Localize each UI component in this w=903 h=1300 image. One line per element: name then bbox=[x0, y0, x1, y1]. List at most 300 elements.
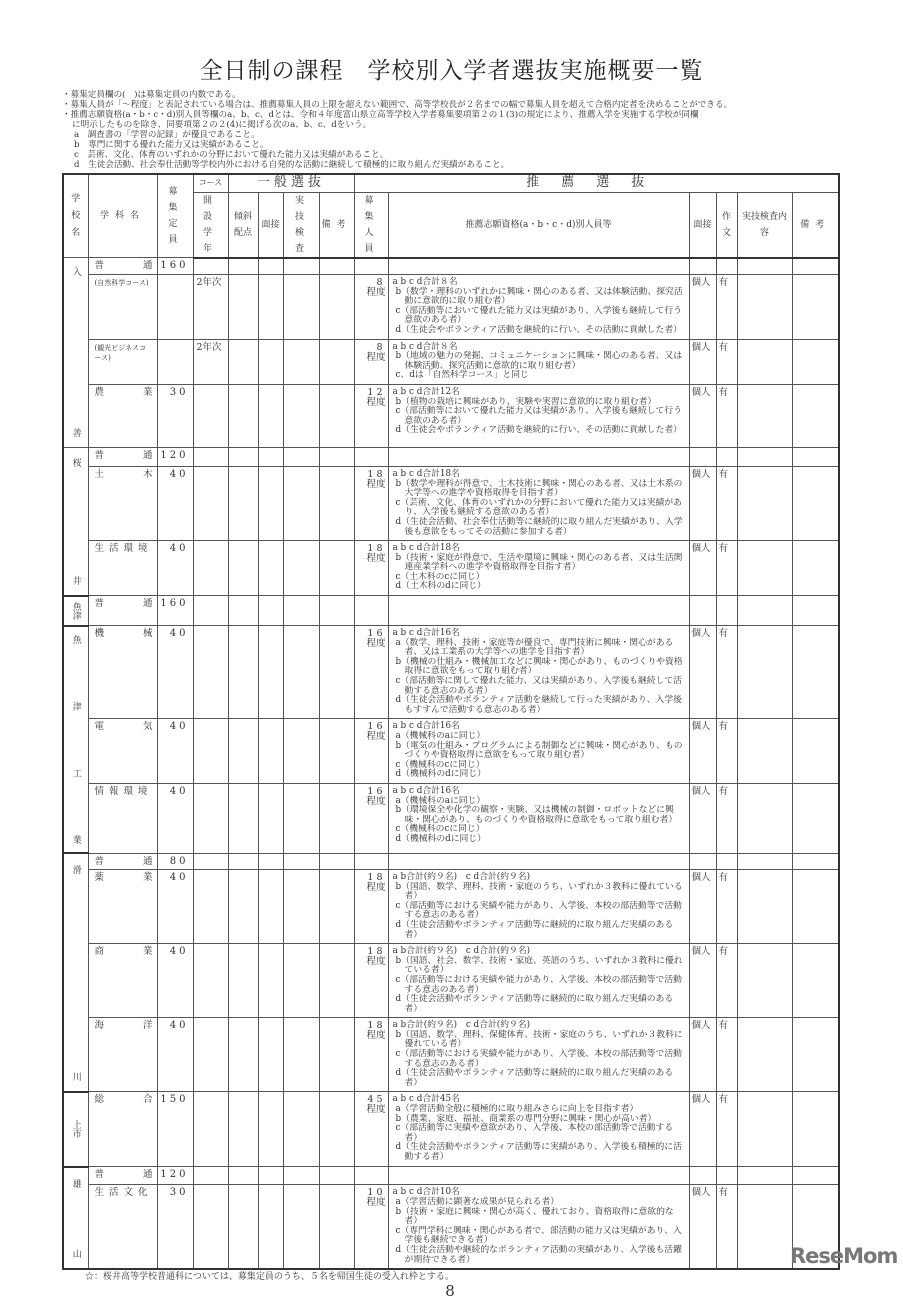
school-name-cell bbox=[63, 853, 88, 1091]
rec-essay: 有 bbox=[716, 944, 737, 1018]
general-remarks bbox=[319, 447, 354, 466]
criteria-line: c、dは「自然科学コース」と同じ bbox=[395, 370, 529, 381]
criteria-line: d（生徒会活動やボランティア活動等に継続的に取り組んだ実績のある者） bbox=[395, 994, 674, 1014]
dept-name: 生活環境 bbox=[94, 543, 153, 555]
rec-practical bbox=[737, 944, 792, 1018]
school-name: 入善 bbox=[70, 267, 81, 438]
rec-remarks bbox=[792, 626, 839, 719]
dept-name-cell bbox=[88, 258, 157, 275]
rec-practical bbox=[737, 783, 792, 853]
rec-practical bbox=[737, 384, 792, 447]
rec-quota-value: 18 bbox=[367, 946, 386, 958]
rec-practical bbox=[737, 258, 792, 275]
rec-remarks bbox=[792, 339, 839, 384]
rec-criteria bbox=[388, 626, 689, 719]
criteria-line: b（数学・理科のいずれかに興味・関心のある者、又は体験活動、探究活動に意欲的に取り組む者） bbox=[395, 286, 683, 307]
course-year bbox=[193, 626, 228, 719]
rec-interview: 個人 bbox=[689, 626, 716, 719]
rec-criteria bbox=[388, 541, 689, 596]
general-weighted bbox=[228, 944, 258, 1018]
school-name-cell bbox=[63, 1092, 88, 1167]
criteria-line: b（農業、家庭、福祉、商業系の専門分野に興味・関心が高い者） bbox=[395, 1113, 657, 1124]
note: ・推薦志願資格(a・b・c・d)別人員等欄のa、b、c、dとは、令和４年度富山県立高等学校入学者募集要項第２の１(3)の規定により、推薦入学を実施する学校が同欄 bbox=[62, 110, 699, 120]
general-remarks bbox=[319, 719, 354, 784]
rec-interview: 個人 bbox=[689, 1092, 716, 1167]
rec-remarks bbox=[792, 466, 839, 540]
dept-name-cell bbox=[88, 944, 157, 1018]
criteria-line: c（土木科のcに同じ） bbox=[395, 571, 485, 582]
general-weighted bbox=[228, 466, 258, 540]
rec-practical bbox=[737, 596, 792, 626]
rec-quota-note: 程度 bbox=[366, 396, 386, 408]
rec-practical bbox=[737, 853, 792, 869]
general-remarks bbox=[319, 384, 354, 447]
school-name-cell bbox=[63, 596, 88, 626]
criteria-line: d（生徒会活動や継続的なボランティア活動の実績があり、入学後も活躍が期待できる者） bbox=[395, 1245, 682, 1265]
rec-remarks bbox=[792, 1092, 839, 1167]
dept-name: 普通 bbox=[94, 855, 153, 867]
criteria-line: b（国語、数学、理科、保健体育、技術・家庭のうち、いずれか３教科に優れている者） bbox=[395, 1029, 683, 1050]
rec-criteria bbox=[388, 944, 689, 1018]
note: に明示したものを除き、同要項第２の２(4)に掲げる次のa、b、c、dをいう。 bbox=[72, 120, 372, 130]
dept-name: 商業 bbox=[94, 946, 153, 958]
capacity bbox=[157, 339, 193, 384]
general-interview bbox=[258, 541, 283, 596]
general-practical bbox=[283, 541, 319, 596]
table-row bbox=[63, 384, 839, 447]
rec-remarks bbox=[792, 541, 839, 596]
rec-essay: 有 bbox=[716, 1092, 737, 1167]
general-remarks bbox=[319, 1018, 354, 1092]
criteria-line: b（環境保全や化学の観察・実験、又は機械の制御・ロボットなどに興味・関心があり、ものづくりや資格取得に意欲をもって取り組む者） bbox=[395, 805, 678, 825]
rec-practical bbox=[737, 869, 792, 943]
rec-essay: 有 bbox=[716, 783, 737, 853]
page-title: 全日制の課程 学校別入学者選抜実施概要一覧 bbox=[199, 58, 704, 84]
general-practical bbox=[283, 339, 319, 384]
course-year bbox=[193, 1018, 228, 1092]
general-remarks bbox=[319, 339, 354, 384]
rec-quota-value: 18 bbox=[367, 543, 386, 555]
rec-remarks bbox=[792, 447, 839, 466]
criteria-line: c（機械科のcに同じ） bbox=[395, 824, 485, 835]
rec-interview: 個人 bbox=[689, 339, 716, 384]
dept-name-cell bbox=[88, 1018, 157, 1092]
general-weighted bbox=[228, 1185, 258, 1269]
rec-criteria bbox=[388, 258, 689, 275]
rec-criteria bbox=[388, 1018, 689, 1092]
header-rec-practical: 実技検査内容 bbox=[737, 192, 792, 258]
general-weighted bbox=[228, 1018, 258, 1092]
rec-essay: 有 bbox=[716, 1018, 737, 1092]
school-name: 桜井 bbox=[70, 457, 81, 585]
header-rec-criteria: 推薦志願資格(a・b・c・d)別人員等 bbox=[388, 192, 689, 258]
course-year bbox=[193, 719, 228, 784]
rec-interview: 個人 bbox=[689, 869, 716, 943]
rec-practical bbox=[737, 466, 792, 540]
header-rec-interview: 面接 bbox=[689, 192, 716, 258]
rec-quota-value: 16 bbox=[367, 785, 386, 797]
criteria-line: b（機械の仕組み・機械加工などに興味・関心があり、ものづくりや資格取得に意欲をもって取り組む者） bbox=[395, 656, 683, 677]
header-course-year: 開設学年 bbox=[193, 192, 228, 258]
header-rec-essay: 作文 bbox=[716, 192, 737, 258]
footer-note: ☆：桜井高等学校普通科については、募集定員のうち、５名を帰国生徒の受入れ枠とする。 bbox=[85, 1272, 454, 1283]
rec-practical bbox=[737, 1092, 792, 1167]
rec-quota bbox=[354, 783, 388, 853]
dept-name: 電気 bbox=[94, 721, 153, 733]
rec-quota-value: 10 bbox=[367, 1187, 386, 1199]
school-name: 魚津 bbox=[70, 601, 81, 620]
criteria-line: c（機械科のcに同じ） bbox=[395, 759, 485, 770]
rec-essay bbox=[716, 258, 737, 275]
rec-quota-note: 程度 bbox=[366, 1197, 386, 1209]
table-row bbox=[63, 275, 839, 340]
criteria-line: b（植物の栽培に興味があり、実験や実習に意欲的に取り組む者） bbox=[395, 396, 657, 407]
rec-practical bbox=[737, 447, 792, 466]
criteria-line: a（学習活動に顕著な成果が見られる者） bbox=[395, 1197, 560, 1208]
criteria-line: d（機械科のdに同じ） bbox=[395, 833, 486, 844]
criteria-line: d（生徒会活動、社会奉仕活動等に継続的に取り組んだ実績があり、入学後も意欲をもってその活動に参加する者） bbox=[395, 516, 683, 537]
school-name-cell bbox=[63, 447, 88, 595]
header-rec-quota: 募集人員 bbox=[354, 192, 388, 258]
rec-essay: 有 bbox=[716, 384, 737, 447]
capacity: 120 bbox=[157, 447, 193, 466]
general-practical bbox=[283, 466, 319, 540]
criteria-line: d（機械科のdに同じ） bbox=[395, 769, 486, 780]
rec-quota-note: 程度 bbox=[366, 478, 386, 490]
criteria-line: c（部活動等において優れた能力又は実績があり、入学後も継続して行う意欲のある者） bbox=[395, 406, 682, 426]
course-year bbox=[193, 258, 228, 275]
course-year bbox=[193, 541, 228, 596]
header-weighted: 傾斜配点 bbox=[228, 192, 258, 258]
rec-interview: 個人 bbox=[689, 1018, 716, 1092]
general-remarks bbox=[319, 626, 354, 719]
dept-name-cell bbox=[88, 447, 157, 466]
table-area bbox=[62, 173, 838, 1300]
general-interview bbox=[258, 1018, 283, 1092]
note: ・募集定員欄の( )は募集定員の内数である。 bbox=[62, 90, 241, 100]
rec-quota-value: 12 bbox=[367, 386, 386, 398]
general-remarks bbox=[319, 596, 354, 626]
capacity: 40 bbox=[157, 944, 193, 1018]
rec-criteria bbox=[388, 339, 689, 384]
dept-name: 農業 bbox=[94, 386, 153, 398]
criteria-line: a b c d合計16名 bbox=[392, 721, 460, 732]
capacity: 40 bbox=[157, 1018, 193, 1092]
rec-criteria bbox=[388, 1185, 689, 1269]
rec-quota bbox=[354, 596, 388, 626]
rec-quota bbox=[354, 339, 388, 384]
rec-essay bbox=[716, 853, 737, 869]
criteria-line: d（生徒会活動やボランティア活動等に継続的に取り組んだ実績のある者） bbox=[395, 1068, 674, 1088]
general-interview bbox=[258, 626, 283, 719]
criteria-line: b（技術・家庭が得意で、生活や環境に興味・関心のある者、又は生活関連産業学科への進学や資格取得を目指す者） bbox=[395, 552, 683, 573]
general-weighted bbox=[228, 541, 258, 596]
table-row bbox=[63, 1018, 839, 1092]
dept-name-cell bbox=[88, 339, 157, 384]
capacity: 120 bbox=[157, 1167, 193, 1185]
criteria-line: b（電気の仕組み・プログラムによる制御などに興味・関心があり、ものづくりや資格取得に意欲をもって取り組む者） bbox=[395, 740, 683, 761]
rec-quota bbox=[354, 719, 388, 784]
general-practical bbox=[283, 447, 319, 466]
general-remarks bbox=[319, 944, 354, 1018]
rec-criteria bbox=[388, 275, 689, 340]
criteria-line: c（部活動等における実績や能力があり、入学後、本校の部活動等で活動する意志のある者） bbox=[395, 974, 682, 995]
capacity: 30 bbox=[157, 1185, 193, 1269]
general-weighted bbox=[228, 384, 258, 447]
rec-remarks bbox=[792, 853, 839, 869]
rec-interview bbox=[689, 1167, 716, 1185]
criteria-line: c（芸術、文化、体育のいずれかの分野において優れた能力又は実績があり、入学後も継続する意欲のある者） bbox=[395, 497, 682, 518]
dept-name-cell bbox=[88, 275, 157, 340]
header-recommend: 推薦選抜 bbox=[354, 174, 839, 192]
header-general: 一般選抜 bbox=[228, 174, 354, 192]
course-year bbox=[193, 447, 228, 466]
rec-criteria bbox=[388, 1092, 689, 1167]
table-row bbox=[63, 944, 839, 1018]
course-year bbox=[193, 1092, 228, 1167]
rec-quota-note: 程度 bbox=[366, 881, 386, 893]
criteria-line: a b c d合計12名 bbox=[392, 386, 460, 397]
capacity: 40 bbox=[157, 626, 193, 719]
rec-practical bbox=[737, 339, 792, 384]
general-weighted bbox=[228, 1167, 258, 1185]
rec-quota bbox=[354, 258, 388, 275]
watermark-logo: ReseMom bbox=[790, 1244, 898, 1268]
criteria-def-d: d 生徒会活動、社会奉仕活動等学校内外における自発的な活動に継続して積極的に取り組んだ実績があること。 bbox=[74, 160, 510, 170]
table-row bbox=[63, 1185, 839, 1269]
table-row bbox=[63, 447, 839, 466]
criteria-def-b: b 専門に関する優れた能力又は実績があること。 bbox=[74, 140, 269, 150]
header-rec-remarks: 備考 bbox=[792, 192, 839, 258]
general-interview bbox=[258, 384, 283, 447]
rec-practical bbox=[737, 541, 792, 596]
general-interview bbox=[258, 258, 283, 275]
general-weighted bbox=[228, 447, 258, 466]
table-row bbox=[63, 339, 839, 384]
general-practical bbox=[283, 853, 319, 869]
rec-criteria bbox=[388, 719, 689, 784]
rec-interview: 個人 bbox=[689, 944, 716, 1018]
dept-name-cell bbox=[88, 466, 157, 540]
rec-quota bbox=[354, 275, 388, 340]
general-interview bbox=[258, 275, 283, 340]
rec-interview: 個人 bbox=[689, 719, 716, 784]
rec-quota-note: 程度 bbox=[366, 287, 386, 298]
general-practical bbox=[283, 1092, 319, 1167]
general-remarks bbox=[319, 275, 354, 340]
capacity: 30 bbox=[157, 384, 193, 447]
rec-quota-note: 程度 bbox=[366, 1104, 386, 1116]
criteria-line: a（機械科のaに同じ） bbox=[395, 795, 486, 806]
general-practical bbox=[283, 944, 319, 1018]
general-weighted bbox=[228, 339, 258, 384]
table-row bbox=[63, 258, 839, 275]
rec-quota bbox=[354, 853, 388, 869]
criteria-line: a b c d合計16名 bbox=[392, 785, 460, 796]
rec-criteria bbox=[388, 596, 689, 626]
general-remarks bbox=[319, 853, 354, 869]
general-interview bbox=[258, 596, 283, 626]
rec-remarks bbox=[792, 1018, 839, 1092]
rec-quota bbox=[354, 466, 388, 540]
rec-interview: 個人 bbox=[689, 466, 716, 540]
criteria-line: c（部活動等における実績や能力があり、入学後、本校の部活動等で活動する意志のある者） bbox=[395, 900, 682, 921]
note: ・募集人員が「～程度」と表記されている場合は、推薦募集人員の上限を超えない範囲で、高等学校長が２名までの幅で募集人員を超えて合格内定者を決めることができる。 bbox=[62, 100, 733, 110]
general-remarks bbox=[319, 869, 354, 943]
table-row bbox=[63, 466, 839, 540]
criteria-line: d（生徒会活動やボランティア活動を継続して行った実績があり、入学後もすすんで活動する意志のある者） bbox=[395, 695, 682, 715]
dept-name-cell bbox=[88, 1185, 157, 1269]
capacity: 40 bbox=[157, 869, 193, 943]
criteria-line: a（数学、理科、技術・家庭等が優良で、専門技術に興味・関心がある者、又は工業系の大学等への進学を目指す者） bbox=[395, 637, 674, 658]
dept-name-cell bbox=[88, 626, 157, 719]
page-number: 8 bbox=[445, 1282, 455, 1300]
general-weighted bbox=[228, 719, 258, 784]
criteria-line: c（部活動等に実績や意欲があり、入学後、本校の部活動等で活動する者） bbox=[395, 1123, 674, 1143]
general-remarks bbox=[319, 783, 354, 853]
rec-quota-value: 16 bbox=[367, 721, 386, 733]
general-practical bbox=[283, 719, 319, 784]
dept-name: 普通 bbox=[94, 598, 153, 610]
rec-essay bbox=[716, 596, 737, 626]
rec-remarks bbox=[792, 275, 839, 340]
rec-quota-value: 45 bbox=[367, 1094, 386, 1106]
table-row bbox=[63, 626, 839, 719]
general-practical bbox=[283, 783, 319, 853]
general-remarks bbox=[319, 1167, 354, 1185]
rec-quota bbox=[354, 541, 388, 596]
rec-quota-note: 程度 bbox=[366, 1030, 386, 1042]
rec-quota bbox=[354, 1018, 388, 1092]
rec-interview bbox=[689, 258, 716, 275]
capacity: 80 bbox=[157, 853, 193, 869]
general-interview bbox=[258, 944, 283, 1018]
criteria-line: c（部活動等に関して優れた能力、又は実績があり、入学後も継続して活動する意志のある者） bbox=[395, 676, 682, 696]
rec-criteria bbox=[388, 384, 689, 447]
dept-name: 普通 bbox=[94, 449, 153, 461]
rec-criteria bbox=[388, 1167, 689, 1185]
capacity: 40 bbox=[157, 783, 193, 853]
dept-name-cell bbox=[88, 783, 157, 853]
criteria-line: a b c d合計45名 bbox=[392, 1094, 460, 1105]
criteria-line: a（学習活動全般に積極的に取り組みさらに向上を目指す者） bbox=[395, 1104, 639, 1115]
rec-criteria bbox=[388, 869, 689, 943]
criteria-line: a（機械科のaに同じ） bbox=[395, 731, 486, 741]
school-name: 上市 bbox=[70, 1120, 81, 1139]
capacity bbox=[157, 275, 193, 340]
dept-name: 普通 bbox=[94, 1169, 153, 1181]
criteria-def-a: a 調査書の「学習の記録」が優良であること。 bbox=[74, 130, 260, 140]
capacity: 40 bbox=[157, 466, 193, 540]
dept-name: 普通 bbox=[94, 260, 153, 271]
rec-essay: 有 bbox=[716, 626, 737, 719]
criteria-line: d（生徒会活動やボランティア活動等に継続的に取り組んだ実績のある者） bbox=[395, 919, 674, 940]
general-practical bbox=[283, 1018, 319, 1092]
rec-practical bbox=[737, 626, 792, 719]
criteria-line: a b c d合計18名 bbox=[392, 543, 460, 554]
general-weighted bbox=[228, 596, 258, 626]
course-year: 2年次 bbox=[193, 275, 228, 340]
table-row bbox=[63, 783, 839, 853]
rec-interview bbox=[689, 853, 716, 869]
rec-quota-note: 程度 bbox=[366, 351, 386, 363]
criteria-line: c（専門学科に興味・関心がある者で、部活動の能力又は実績があり、入学後も継続できる者） bbox=[395, 1225, 682, 1246]
criteria-line: a b c d合計８名 bbox=[392, 277, 458, 287]
criteria-line: d（生徒会やボランティア活動を継続的に行い、その活動に貢献した者） bbox=[395, 324, 682, 335]
school-name: 雄山 bbox=[70, 1178, 81, 1258]
general-interview bbox=[258, 783, 283, 853]
rec-remarks bbox=[792, 596, 839, 626]
capacity: 40 bbox=[157, 719, 193, 784]
rec-quota-value: 8 bbox=[376, 341, 386, 353]
rec-criteria bbox=[388, 466, 689, 540]
header-interview: 面接 bbox=[258, 192, 283, 258]
general-weighted bbox=[228, 853, 258, 869]
criteria-line: a b c d合計16名 bbox=[392, 628, 460, 639]
course-year bbox=[193, 596, 228, 626]
course-year bbox=[193, 783, 228, 853]
table-row bbox=[63, 596, 839, 626]
general-interview bbox=[258, 466, 283, 540]
table-row bbox=[63, 869, 839, 943]
general-weighted bbox=[228, 275, 258, 340]
criteria-line: b（国語、数学、理科、技術・家庭のうち、いずれか３教科に優れている者） bbox=[395, 881, 683, 902]
general-practical bbox=[283, 1167, 319, 1185]
dept-name: 総合 bbox=[94, 1094, 153, 1106]
rec-essay: 有 bbox=[716, 1185, 737, 1269]
rec-quota bbox=[354, 1185, 388, 1269]
course-year bbox=[193, 869, 228, 943]
general-interview bbox=[258, 1092, 283, 1167]
rec-practical bbox=[737, 275, 792, 340]
dept-name: 薬業 bbox=[94, 871, 153, 883]
general-practical bbox=[283, 1185, 319, 1269]
rec-interview: 個人 bbox=[689, 541, 716, 596]
rec-quota-value: 18 bbox=[367, 468, 386, 480]
criteria-line: b（国語、社会、数学、技術・家庭、英語のうち、いずれか３教科に優れている者） bbox=[395, 955, 683, 976]
general-interview bbox=[258, 719, 283, 784]
school-name-cell bbox=[63, 1167, 88, 1269]
general-interview bbox=[258, 869, 283, 943]
criteria-line: d（生徒会やボランティア活動を継続的に行い、その活動に貢献した者） bbox=[395, 425, 682, 436]
general-practical bbox=[283, 275, 319, 340]
rec-remarks bbox=[792, 869, 839, 943]
rec-quota bbox=[354, 944, 388, 1018]
general-weighted bbox=[228, 1092, 258, 1167]
rec-remarks bbox=[792, 1167, 839, 1185]
dept-name: 生活文化 bbox=[94, 1187, 153, 1199]
rec-essay: 有 bbox=[716, 275, 737, 340]
general-practical bbox=[283, 869, 319, 943]
rec-essay bbox=[716, 1167, 737, 1185]
general-remarks bbox=[319, 258, 354, 275]
rec-essay: 有 bbox=[716, 466, 737, 540]
school-name-cell bbox=[63, 626, 88, 854]
capacity: 160 bbox=[157, 596, 193, 626]
rec-quota-note: 程度 bbox=[366, 731, 386, 743]
table-row bbox=[63, 541, 839, 596]
criteria-line: b（数学や理科が得意で、土木技術に興味・関心のある者、又は土木系の大学等への進学や資格取得を目指す者） bbox=[395, 478, 683, 499]
rec-quota-value: 18 bbox=[367, 1020, 386, 1032]
dept-name-cell bbox=[88, 1092, 157, 1167]
criteria-line: b（技術・家庭に興味・関心が高く、優れており、資格取得に意欲的な者） bbox=[395, 1206, 674, 1227]
general-practical bbox=[283, 626, 319, 719]
rec-quota bbox=[354, 626, 388, 719]
dept-name-cell bbox=[88, 719, 157, 784]
dept-name-cell bbox=[88, 541, 157, 596]
rec-essay: 有 bbox=[716, 541, 737, 596]
capacity: 40 bbox=[157, 541, 193, 596]
